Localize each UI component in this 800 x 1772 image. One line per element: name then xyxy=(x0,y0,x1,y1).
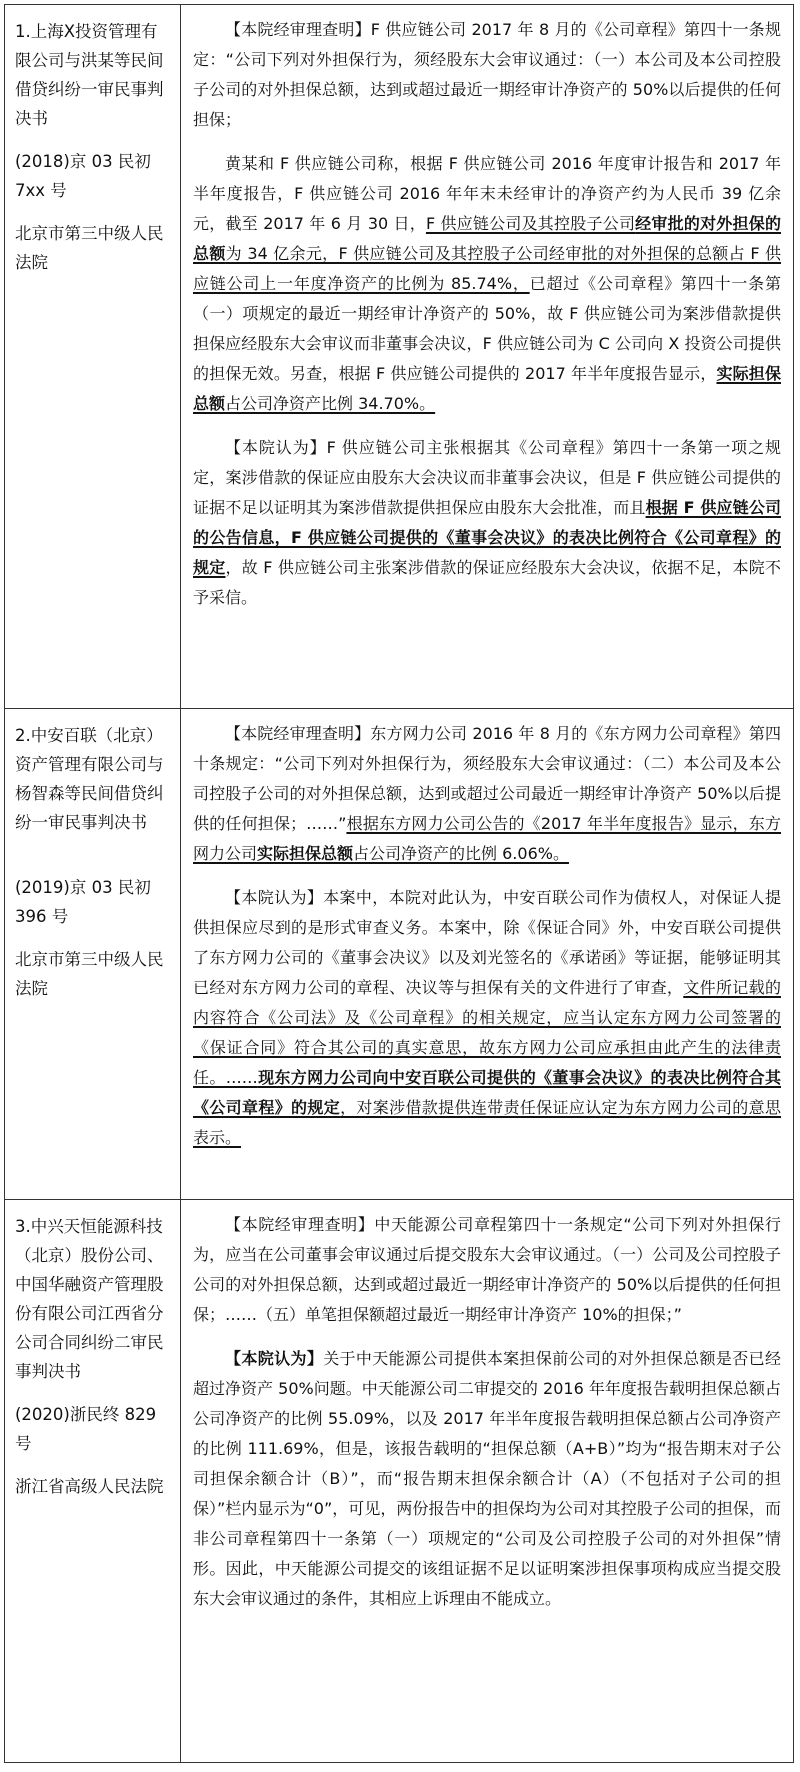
table-row xyxy=(5,709,794,1200)
court-name: 浙江省高级人民法院 xyxy=(15,1477,164,1496)
case-number: (2018)京 03 民初 7xx 号 xyxy=(15,152,151,200)
case-info-cell xyxy=(5,709,181,1200)
underlined-text: 文件所记载的内容符合《公司法》及《公司章程》的相关规定，应当认定东方网力公司签署的《保证合同》符合其公司的真实意思，故东方网力公司应承担由此产生的法律责任。…… xyxy=(193,978,781,1087)
case-info-cell xyxy=(5,5,181,709)
opinion-paragraph: 【本院认为】F 供应链公司主张根据其《公司章程》第四十一条第一项之规定，案涉借款的保证应由股东大会决议而非董事会决议，但是 F 供应链公司提供的证据不足以证明其为案涉借款提供担保应由股东大会批准，而且根据 F 供应链公司的公告信息，F 供应链公司提供的《董事会决议》的表决比例符合《公司章程》的规定，故 F 供应链公司主张案涉借款的保证应经股东大会决议，依据不足，本院不予采信。 xyxy=(193,438,781,607)
case-info-cell xyxy=(5,1200,181,1763)
opinion-paragraph: 【本院认为】本案中，本院对此认为，中安百联公司作为债权人，对保证人提供担保应尽到的是形式审查义务。本案中，除《保证合同》外，中安百联公司提供了东方网力公司的《董事会决议》以及刘光签名的《承诺函》等证据，能够证明其已经对东方网力公司的章程、决议等与担保有关的文件进行了审查，文件所记载的内容符合《公司法》及《公司章程》的相关规定，应当认定东方网力公司签署的《保证合同》符合其公司的真实意思，故东方网力公司应承担由此产生的法律责任。……现东方网力公司向中安百联公司提供的《董事会决议》的表决比例符合其《公司章程》的规定，对案涉借款提供连带责任保证应认定为东方网力公司的意思表示。 xyxy=(193,888,781,1147)
facts-paragraph: 【本院经审理查明】F 供应链公司 2017 年 8 月的《公司章程》第四十一条规定：“公司下列对外担保行为，须经股东大会审议通过：（一）本公司及本公司控股子公司的对外担保总额，达到或超过最近一期经审计净资产的 50%以后提供的任何担保； xyxy=(193,20,781,129)
case-title: 2.中安百联（北京）资产管理有限公司与杨智森等民间借贷纠纷一审民事判决书 xyxy=(15,726,164,832)
table-row xyxy=(5,1200,794,1763)
facts-paragraph: 【本院经审理查明】中天能源公司章程第四十一条规定“公司下列对外担保行为，应当在公司董事会审议通过后提交股东大会审议通过。（一）公司及公司控股子公司的对外担保总额，达到或超过最近一期经审计净资产的 50%以后提供的任何担保；……（五）单笔担保额超过最近一期经审计净资产 10%的担保；” xyxy=(193,1215,781,1324)
table-row xyxy=(5,5,794,709)
underlined-text: ，对案涉借款提供连带责任保证应认定为东方网力公司的意思表示。 xyxy=(193,1098,781,1147)
facts-paragraph-2: 黄某和 F 供应链公司称，根据 F 供应链公司 2016 年度审计报告和 2017 年半年度报告，F 供应链公司 2016 年年末未经审计的净资产约为人民币 39 亿余元，截至 2017 年 6 月 30 日，F 供应链公司及其控股子公司经审批的对外担保的总额为 34 亿余元，F 供应链公司及其控股子公司经审批的对外担保的总额占 F 供应链公司上一年度净资产的比例为 85.74%，已超过《公司章程》第四十一条第（一）项规定的最近一期经审计净资产的 50%，故 F 供应链公司为案涉借款提供担保应经股东大会审议而非董事会决议，F 供应链公司为 C 公司向 X 投资公司提供的担保无效。另查，根据 F 供应链公司提供的 2017 年半年度报告显示，实际担保总额占公司净资产比例 34.70%。 xyxy=(193,154,781,413)
case-title: 3.中兴天恒能源科技（北京）股份公司、中国华融资产管理股份有限公司江西省分公司合同纠纷二审民事判决书 xyxy=(15,1217,164,1381)
underlined-bold-text: 根据 F 供应链公司的公告信息，F 供应链公司提供的《董事会决议》的表决比例符合《公司章程》的规定 xyxy=(193,498,781,577)
case-content-cell xyxy=(181,1200,794,1763)
underlined-text: F 供应链公司及其控股子公司经审批的对外担保的总额为 34 亿余元，F 供应链公司及其控股子公司经审批的对外担保的总额占 F 供应链公司上一年度净资产的比例为 85.74%， xyxy=(193,214,781,293)
facts-paragraph: 【本院经审理查明】东方网力公司 2016 年 8 月的《东方网力公司章程》第四十条规定：“公司下列对外担保行为，须经股东大会审议通过：（二）本公司及本公司控股子公司的对外担保总额，达到或超过公司最近一期经审计净资产 50%以后提供的任何担保；……”根据东方网力公司公告的《2017 年半年度报告》显示，东方网力公司实际担保总额占公司净资产的比例 6.06%。 xyxy=(193,724,781,863)
court-name: 北京市第三中级人民法院 xyxy=(15,950,164,998)
case-title: 1.上海X投资管理有限公司与洪某等民间借贷纠纷一审民事判决书 xyxy=(15,22,164,128)
underlined-text: 根据东方网力公司公告的《2017 年半年度报告》显示，东方网力公司实际担保总额占公司净资产的比例 6.06%。 xyxy=(193,814,781,863)
underlined-bold-text: 现东方网力公司向中安百联公司提供的《董事会决议》的表决比例符合其《公司章程》的规定 xyxy=(193,1068,781,1117)
opinion-paragraph: 【本院认为】关于中天能源公司提供本案担保前公司的对外担保总额是否已经超过净资产 50%问题。中天能源公司二审提交的 2016 年年度报告载明担保总额占公司净资产的比例 55.09%，以及 2017 年半年度报告载明担保总额占公司净资产的比例 111.69%，但是，该报告载明的“担保总额（A+B）”均为“报告期末对子公司担保余额合计（B）”，而“报告期末担保余额合计（A）（不包括对子公司的担保）”栏内显示为“0”，可见，两份报告中的担保均为公司对其控股子公司的担保，而非公司章程第四十一条第（一）项规定的“公司及公司控股子公司的对外担保”情形。因此，中天能源公司提交的该组证据不足以证明案涉担保事项构成应当提交股东大会审议通过的条件，其相应上诉理由不能成立。 xyxy=(193,1349,781,1608)
case-content-cell xyxy=(181,5,794,709)
case-number: (2020)浙民终 829 号 xyxy=(15,1405,157,1453)
case-number: (2019)京 03 民初 396 号 xyxy=(15,878,151,926)
court-name: 北京市第三中级人民法院 xyxy=(15,224,164,272)
case-content-cell xyxy=(181,709,794,1200)
underlined-text: 实际担保总额占公司净资产比例 34.70%。 xyxy=(193,364,781,413)
case-comparison-table xyxy=(4,4,794,1763)
